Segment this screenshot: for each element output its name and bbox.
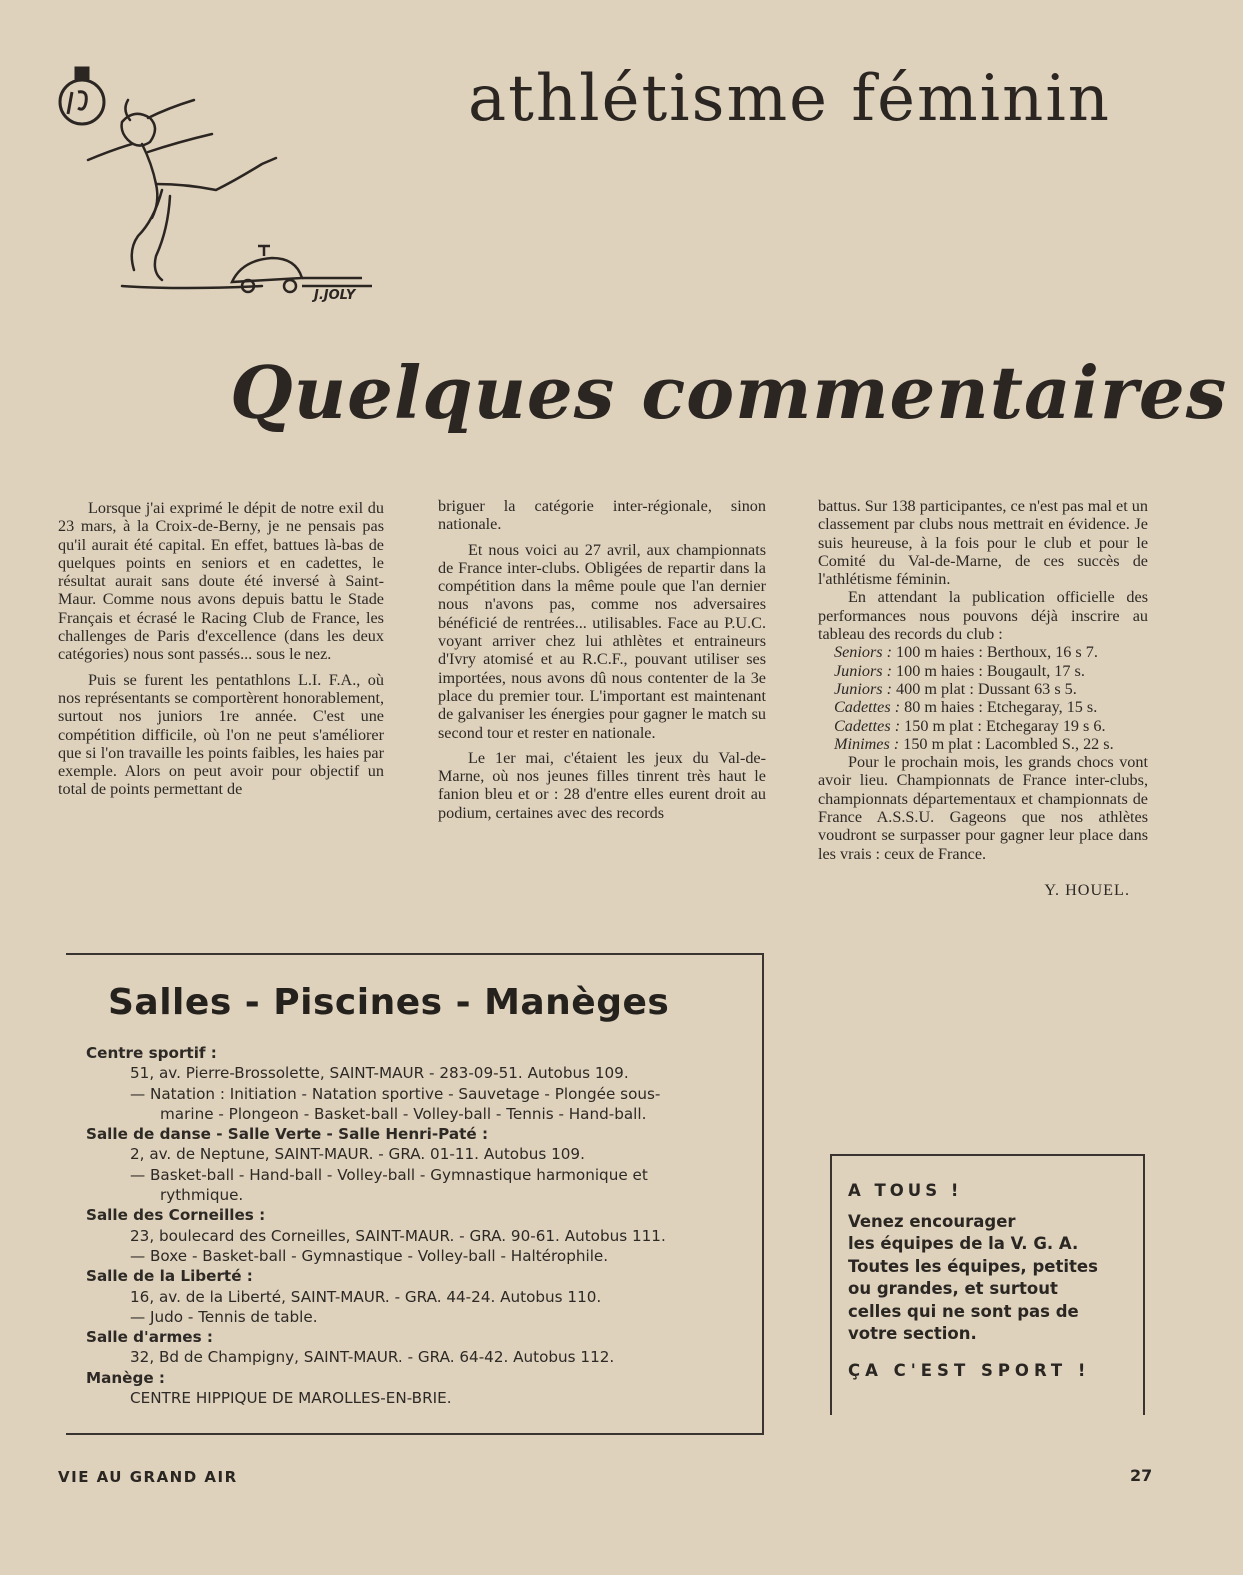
announcement-footer: ÇA C'EST SPORT ! xyxy=(848,1360,1091,1380)
paragraph: Et nous voici au 27 avril, aux championnats de France inter-clubs. Obligées de repartir dans la compétition dans la même poule que l'an dernier nous n'avons pas, comme nos adversaires bénéficié de rentrées... utilisables. Face au P.U.C. voyant arriver chez lui athlètes et entraineurs d'Ivry atomisé et au R.C.F., pouvant utiliser ses importées, nous avons dû nous contenter de la 3e place du premier tour. L'important est maintenant de galvaniser les énergies pour gagner le match su second tour et rester en nationale. xyxy=(438,540,766,742)
venue-address: 32, Bd de Champigny, SAINT-MAUR. - GRA. 64-42. Autobus 112. xyxy=(130,1348,615,1367)
toy-car-icon xyxy=(232,246,372,292)
venue-address: 2, av. de Neptune, SAINT-MAUR. - GRA. 01-11. Autobus 109. xyxy=(130,1145,585,1164)
record-item: Minimes : 150 m plat : Lacombled S., 22 s. xyxy=(834,734,1114,753)
venue-activities: — Basket-ball - Hand-ball - Volley-ball - Gymnastique harmonique et xyxy=(130,1165,648,1184)
record-item: Seniors : 100 m haies : Berthoux, 16 s 7. xyxy=(834,643,1098,662)
venue-name: Centre sportif : xyxy=(86,1044,217,1062)
paragraph: Le 1er mai, c'étaient les jeux du Val-de-Marne, où nos jeunes filles tinrent très haut le fanion bleu et or : 28 d'entre elles eurent droit au podium, certaines avec des records xyxy=(438,748,766,822)
page-number: 27 xyxy=(1130,1466,1153,1485)
announcement-line: votre section. xyxy=(848,1324,977,1343)
venue-activities: marine - Plongeon - Basket-ball - Volley-ball - Tennis - Hand-ball. xyxy=(160,1104,647,1123)
venues-list xyxy=(86,1043,756,1408)
stopwatch-icon xyxy=(60,68,104,124)
venue-address: 23, boulecard des Corneilles, SAINT-MAUR. - GRA. 90-61. Autobus 111. xyxy=(130,1226,666,1245)
venue-activities: — Judo - Tennis de table. xyxy=(130,1307,318,1326)
venue-activities: — Boxe - Basket-ball - Gymnastique - Volley-ball - Haltérophile. xyxy=(130,1246,609,1265)
paragraph: briguer la catégorie inter-régionale, sinon nationale. xyxy=(438,497,766,534)
paragraph: En attendant la publication officielle des performances nous pouvons déjà inscrire au tableau des records du club : xyxy=(818,588,1148,644)
venue-address: 51, av. Pierre-Brossolette, SAINT-MAUR - 283-09-51. Autobus 109. xyxy=(130,1064,629,1083)
author-signature: Y. HOUEL. xyxy=(1044,880,1130,899)
venue-name: Manège : xyxy=(86,1368,166,1387)
venue-name: Salle de danse - Salle Verte - Salle Henri-Paté : xyxy=(86,1125,489,1144)
article-headline: Quelques commentaires xyxy=(230,350,1228,435)
venue-activities: — Natation : Initiation - Natation sportive - Sauvetage - Plongée sous- xyxy=(130,1084,661,1103)
runner-illustration xyxy=(52,60,392,310)
announcement-text xyxy=(848,1180,1128,1382)
runner-icon xyxy=(88,100,276,288)
announcement-heading: A TOUS ! xyxy=(848,1181,963,1200)
artist-signature: J.JOLY xyxy=(314,288,356,303)
venue-name: Salle de la Liberté : xyxy=(86,1267,253,1286)
announcement-line: Toutes les équipes, petites xyxy=(848,1256,1098,1276)
record-item: Juniors : 400 m plat : Dussant 63 s 5. xyxy=(834,679,1077,698)
article-column-2 xyxy=(438,497,766,829)
announcement-line: Venez encourager xyxy=(848,1211,1016,1231)
article-column-1 xyxy=(58,499,384,806)
paragraph: Pour le prochain mois, les grands chocs vont avoir lieu. Championnats de France inter-clubs, championnats départementaux et championnats de France A.S.S.U. Gageons que nos athlètes voudront se surpasser pour gagner leur place dans les vrais : ceux de France. xyxy=(818,753,1148,863)
paragraph: battus. Sur 138 participantes, ce n'est pas mal et un classement par clubs nous mettrait en évidence. Je suis heureuse, à la fois pour le club et pour le Comité du Val-de-Marne, de ces succès de l'athlétisme féminin. xyxy=(818,497,1148,589)
announcement-line: ou grandes, et surtout xyxy=(848,1279,1058,1298)
record-item: Juniors : 100 m haies : Bougault, 17 s. xyxy=(834,661,1085,680)
article-column-3 xyxy=(818,497,1148,899)
record-item: Cadettes : 80 m haies : Etchegaray, 15 s. xyxy=(834,698,1098,717)
venue-name: Salle des Corneilles : xyxy=(86,1206,266,1225)
announcement-line: les équipes de la V. G. A. xyxy=(848,1234,1079,1253)
record-item: Cadettes : 150 m plat : Etchegaray 19 s 6. xyxy=(834,716,1106,735)
venue-activities: rythmique. xyxy=(160,1186,244,1205)
section-title: athlétisme féminin xyxy=(468,62,1111,136)
venues-title: Salles - Piscines - Manèges xyxy=(108,982,670,1023)
paragraph: Lorsque j'ai exprimé le dépit de notre exil du 23 mars, à la Croix-de-Berny, je ne pensais pas qu'il aurait été capital. En effet, battues là-bas de quelques points en seniors et en cadettes, le résultat aurait sans doute été inversé à Saint-Maur. Comme nous avons depuis battu le Stade Français et écrasé le Racing Club de France, les challenges de Paris d'excellence (dans les deux catégories) nous sont passés... sous le nez. xyxy=(58,499,384,664)
venue-name: Salle d'armes : xyxy=(86,1328,213,1347)
publication-name: VIE AU GRAND AIR xyxy=(58,1468,238,1486)
paragraph: Puis se furent les pentathlons L.I. F.A., où nos représentants se comportèrent honorablement, surtout nos juniors 1re année. C'est une compétition difficile, où l'on ne peut s'améliorer que si l'on travaille les points faibles, les haies par exemple. Alors on peut avoir pour objectif un total de points permettant de xyxy=(58,670,384,799)
venue-address: 16, av. de la Liberté, SAINT-MAUR. - GRA. 44-24. Autobus 110. xyxy=(130,1287,602,1306)
venue-address: CENTRE HIPPIQUE DE MAROLLES-EN-BRIE. xyxy=(130,1389,452,1408)
announcement-line: celles qui ne sont pas de xyxy=(848,1301,1079,1321)
